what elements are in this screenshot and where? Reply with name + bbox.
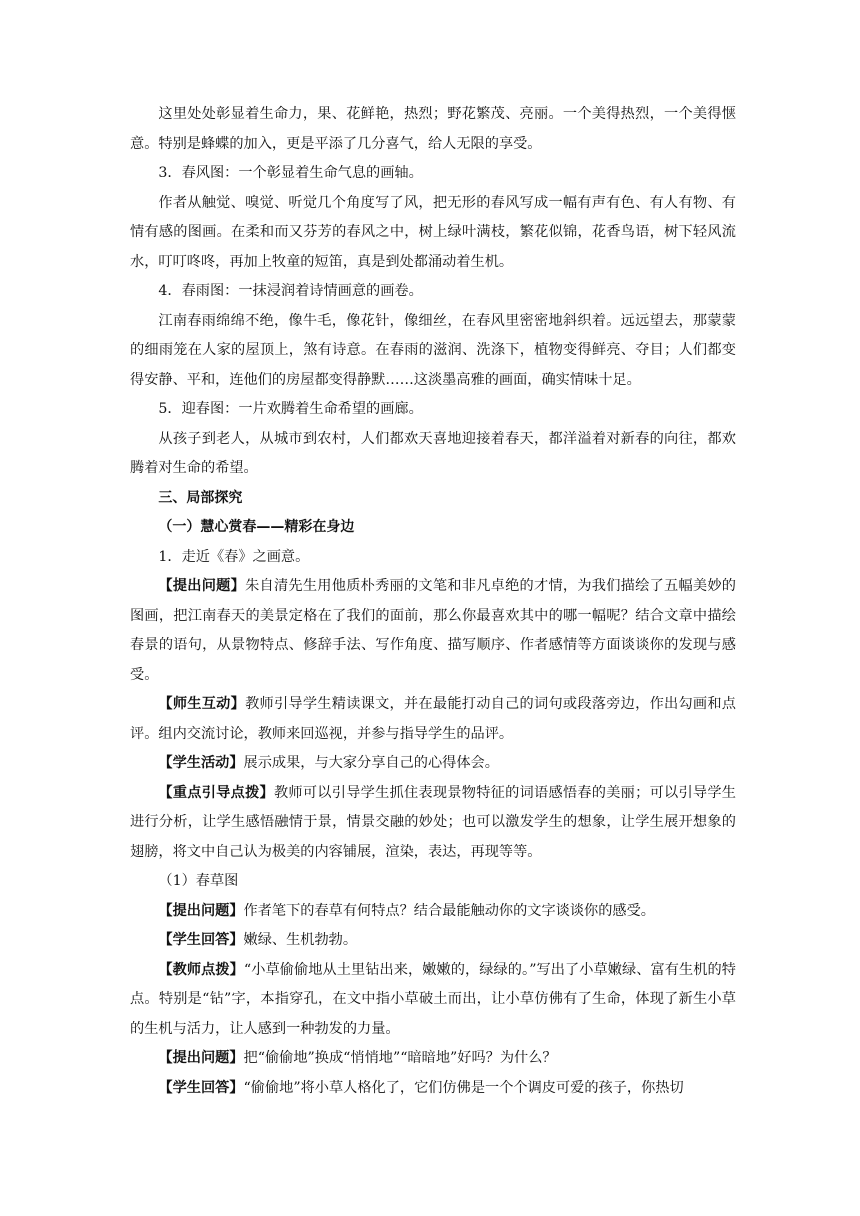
paragraph-spring-rain: 江南春雨绵绵不绝，像牛毛，像花针，像细丝，在春风里密密地斜织着。远远望去，那蒙蒙的细雨笼在人家的屋顶上，煞有诗意。在春雨的滋润、洗涤下，植物变得鲜亮、夺目；人们都变得安静、平和，连他们的房屋都变得静默……这淡墨高雅的画面，确实情味十足。 xyxy=(130,312,736,388)
paragraph-raise-question-3: 【提出问题】把“偷偷地”换成“悄悄地”“暗暗地”好吗？为什么？ xyxy=(158,1050,557,1066)
item-spring-wind-title: 3．春风图：一个彰显着生命气息的画轴。 xyxy=(158,165,423,181)
item-approach-painting: 1．走近《春》之画意。 xyxy=(158,548,310,565)
paragraph-student-answer-2: 【学生回答】“偷偷地”将小草人格化了，它们仿佛是一个个调皮可爱的孩子，你热切 xyxy=(158,1079,684,1096)
paragraph-welcome-spring: 从孩子到老人，从城市到农村，人们都欢天喜地迎接着春天，都洋溢着对新春的向往，都欢腾着对生命的希望。 xyxy=(130,430,736,476)
paragraph-key-guidance: 【重点引导点拨】教师可以引导学生抓住表现景物特征的词语感悟春的美丽；可以引导学生进行分析，让学生感悟融情于景，情景交融的妙处；也可以激发学生的想象，让学生展开想象的翅膀，将文中自己认为极美的内容铺展，渲染，表达，再现等等。 xyxy=(130,784,736,860)
item-spring-rain-title: 4．春雨图：一抹浸润着诗情画意的画卷。 xyxy=(158,283,423,299)
paragraph-teacher-guidance: 【教师点拨】“小草偷偷地从土里钻出来，嫩嫩的，绿绿的。”写出了小草嫩绿、富有生机的特点。特别是“钻”字，本指穿孔，在文中指小草破土而出，让小草仿佛有了生命，体现了新生小草的生机与活力，让人感到一种勃发的力量。 xyxy=(130,961,736,1037)
item-spring-grass-title: （1）春草图 xyxy=(158,873,239,889)
paragraph-raise-question-2: 【提出问题】作者笔下的春草有何特点？结合最能触动你的文字谈谈你的感受。 xyxy=(158,902,655,919)
paragraph-teacher-student-interaction: 【师生互动】教师引导学生精读课文，并在最能打动自己的词句或段落旁边，作出勾画和点评。组内交流讨论，教师来回巡视，并参与指导学生的品评。 xyxy=(130,696,736,742)
paragraph-raise-question-1: 【提出问题】朱自清先生用他质朴秀丽的文笔和非凡卓绝的才情，为我们描绘了五幅美妙的图画，把江南春天的美景定格在了我们的面前，那么你最喜欢其中的哪一幅呢？结合文章中描绘春景的语句，从景物特点、修辞手法、写作角度、描写顺序、作者感情等方面谈谈你的发现与感受。 xyxy=(130,578,736,683)
paragraph-spring-wind: 作者从触觉、嗅觉、听觉几个角度写了风，把无形的春风写成一幅有声有色、有人有物、有情有感的图画。在柔和而又芬芳的春风之中，树上绿叶满枝，繁花似锦，花香鸟语，树下轻风流水，叮叮咚咚，再加上牧童的短笛，真是到处都涌动着生机。 xyxy=(130,194,736,270)
paragraph-student-answer-1: 【学生回答】嫩绿、生机勃勃。 xyxy=(158,932,358,948)
subsection-heading-appreciate-spring: （一）慧心赏春——精彩在身边 xyxy=(158,519,355,535)
paragraph-fruit-flowers: 这里处处彰显着生命力，果、花鲜艳，热烈；野花繁茂、亮丽。一个美得热烈，一个美得惬意。特别是蜂蝶的加入，更是平添了几分喜气，给人无限的享受。 xyxy=(130,106,736,152)
paragraph-student-activity: 【学生活动】展示成果，与大家分享自己的心得体会。 xyxy=(158,755,499,771)
section-heading-local-inquiry: 三、局部探究 xyxy=(158,489,243,506)
item-welcome-spring-title: 5．迎春图：一片欢腾着生命希望的画廊。 xyxy=(158,401,423,417)
